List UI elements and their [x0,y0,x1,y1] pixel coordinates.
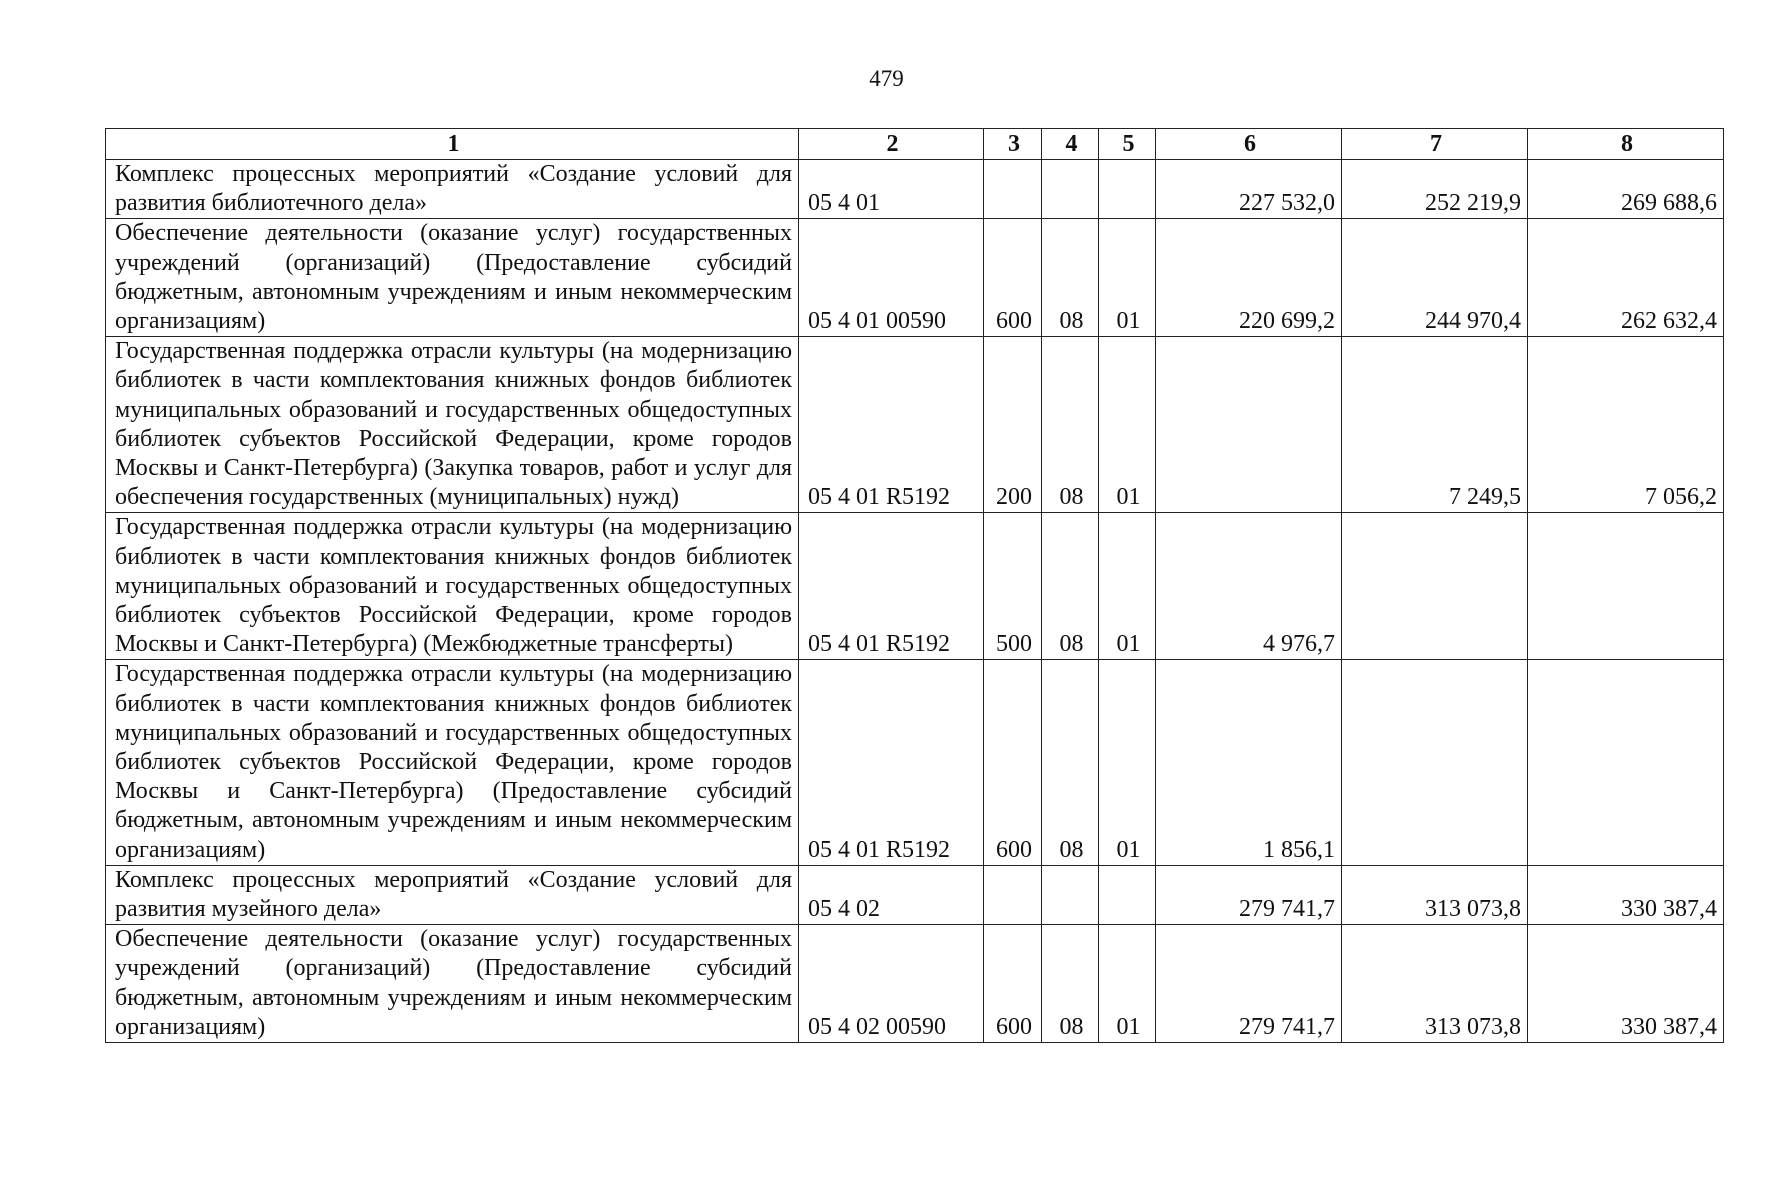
row-amount-col8: 330 387,4 [1528,865,1724,924]
row-amount-col6: 279 741,7 [1156,925,1342,1043]
row-subsection: 01 [1099,219,1156,337]
row-amount-col8: 330 387,4 [1528,925,1724,1043]
table-row [106,925,1724,1043]
row-section: 08 [1042,219,1099,337]
row-section [1042,865,1099,924]
row-amount-col7: 7 249,5 [1342,337,1528,513]
table-row [106,219,1724,337]
row-section [1042,160,1099,219]
table-row [106,660,1724,865]
row-amount-col8: 269 688,6 [1528,160,1724,219]
row-expense-type [984,865,1042,924]
column-header-6: 6 [1156,129,1342,160]
row-description: Обеспечение деятельности (оказание услуг) государственных учреждений (организаций) (Предоставление субсидий бюджетным, автономным учреждениям и иным некоммерческим организациям) [106,925,799,1043]
row-description: Комплекс процессных мероприятий «Создание условий для развития библиотечного дела» [106,160,799,219]
row-subsection: 01 [1099,513,1156,660]
row-subsection [1099,160,1156,219]
column-header-8: 8 [1528,129,1724,160]
row-expense-type: 600 [984,219,1042,337]
page-number: 479 [869,66,904,91]
column-header-2: 2 [799,129,984,160]
row-target-code: 05 4 01 [799,160,984,219]
row-amount-col7: 244 970,4 [1342,219,1528,337]
row-subsection [1099,865,1156,924]
row-section: 08 [1042,337,1099,513]
row-amount-col7 [1342,513,1528,660]
row-amount-col8 [1528,660,1724,865]
row-amount-col6: 1 856,1 [1156,660,1342,865]
budget-table [105,128,1724,1043]
row-amount-col8: 262 632,4 [1528,219,1724,337]
table-row [106,337,1724,513]
row-amount-col6: 4 976,7 [1156,513,1342,660]
row-amount-col8 [1528,513,1724,660]
table-row [106,160,1724,219]
row-expense-type: 500 [984,513,1042,660]
row-description: Государственная поддержка отрасли культуры (на модернизацию библиотек в части комплектования книжных фондов библиотек муниципальных образований и государственных общедоступных библиотек субъектов Российской Федерации, кроме городов Москвы и Санкт-Петербурга) (Закупка товаров, работ и услуг для обеспечения государственных (муниципальных) нужд) [106,337,799,513]
row-expense-type [984,160,1042,219]
column-header-3: 3 [984,129,1042,160]
table-row [106,865,1724,924]
row-amount-col7: 313 073,8 [1342,925,1528,1043]
column-header-7: 7 [1342,129,1528,160]
row-section: 08 [1042,660,1099,865]
column-header-4: 4 [1042,129,1099,160]
row-section: 08 [1042,925,1099,1043]
row-amount-col7 [1342,660,1528,865]
row-expense-type: 600 [984,925,1042,1043]
row-target-code: 05 4 01 R5192 [799,513,984,660]
row-target-code: 05 4 01 R5192 [799,660,984,865]
row-target-code: 05 4 02 00590 [799,925,984,1043]
row-amount-col6: 279 741,7 [1156,865,1342,924]
row-description: Комплекс процессных мероприятий «Создание условий для развития музейного дела» [106,865,799,924]
row-target-code: 05 4 02 [799,865,984,924]
row-target-code: 05 4 01 R5192 [799,337,984,513]
row-subsection: 01 [1099,925,1156,1043]
row-amount-col7: 252 219,9 [1342,160,1528,219]
row-expense-type: 600 [984,660,1042,865]
row-expense-type: 200 [984,337,1042,513]
row-subsection: 01 [1099,660,1156,865]
row-section: 08 [1042,513,1099,660]
column-header-5: 5 [1099,129,1156,160]
row-subsection: 01 [1099,337,1156,513]
row-amount-col6: 220 699,2 [1156,219,1342,337]
row-amount-col6: 227 532,0 [1156,160,1342,219]
row-amount-col6 [1156,337,1342,513]
row-description: Государственная поддержка отрасли культуры (на модернизацию библиотек в части комплектования книжных фондов библиотек муниципальных образований и государственных общедоступных библиотек субъектов Российской Федерации, кроме городов Москвы и Санкт-Петербурга) (Предоставление субсидий бюджетным, автономным учреждениям и иным некоммерческим организациям) [106,660,799,865]
row-amount-col7: 313 073,8 [1342,865,1528,924]
row-amount-col8: 7 056,2 [1528,337,1724,513]
row-description: Обеспечение деятельности (оказание услуг) государственных учреждений (организаций) (Предоставление субсидий бюджетным, автономным учреждениям и иным некоммерческим организациям) [106,219,799,337]
column-header-1: 1 [106,129,799,160]
row-description: Государственная поддержка отрасли культуры (на модернизацию библиотек в части комплектования книжных фондов библиотек муниципальных образований и государственных общедоступных библиотек субъектов Российской Федерации, кроме городов Москвы и Санкт-Петербурга) (Межбюджетные трансферты) [106,513,799,660]
row-target-code: 05 4 01 00590 [799,219,984,337]
table-row [106,513,1724,660]
header-row [106,129,1724,160]
